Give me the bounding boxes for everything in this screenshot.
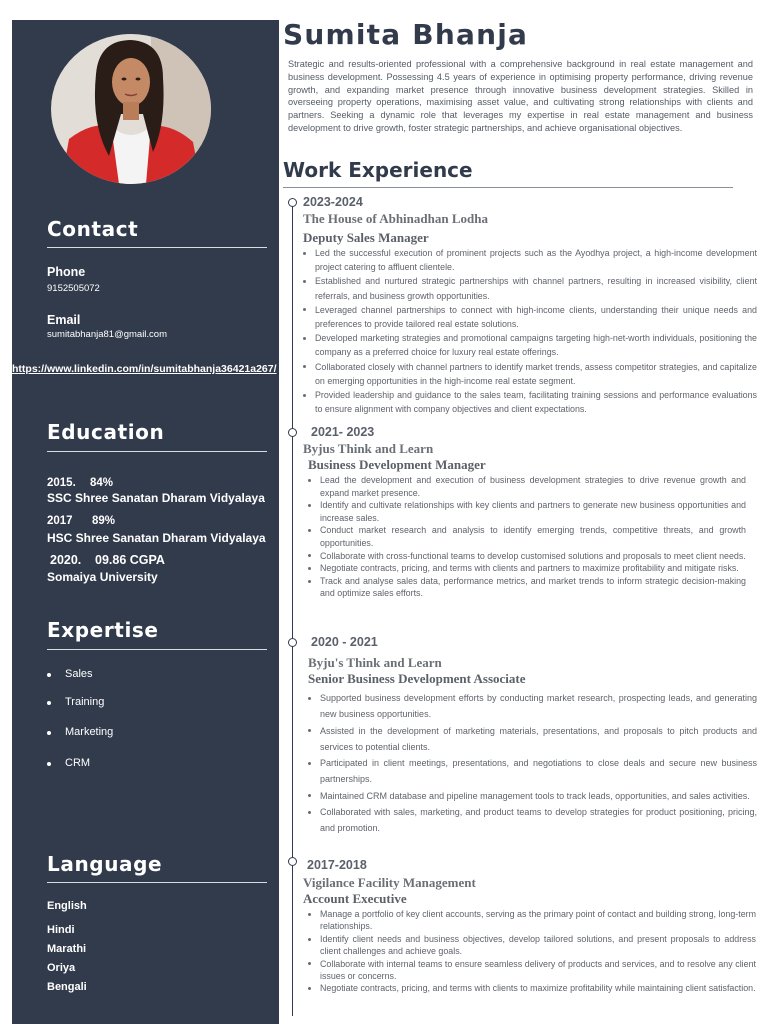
contact-heading: Contact <box>47 217 139 241</box>
job-company: Vigilance Facility Management <box>303 875 476 890</box>
education-year: 2020. <box>50 553 82 567</box>
timeline-dot-icon <box>288 198 297 207</box>
bullet-icon <box>47 731 51 735</box>
phone-value: 9152505072 <box>47 283 100 294</box>
job-bullet: Supported business development efforts by conducting market research, prospecting leads, and generating new business opportunities. <box>306 690 757 723</box>
language-item: Marathi <box>47 943 87 955</box>
education-heading: Education <box>47 420 165 444</box>
contact-divider <box>47 247 267 248</box>
job-bullets <box>306 474 746 600</box>
job-bullet: Identify client needs and business objectives, develop tailored solutions, and present proposals to address client challenges and achieve goals. <box>306 933 756 958</box>
job-role: Senior Business Development Associate <box>308 671 526 686</box>
job-bullet: Led the successful execution of prominent projects such as the Ayodhya project, a high-income development project catering to affluent clientele. <box>301 246 757 274</box>
email-value: sumitabhanja81@gmail.com <box>47 329 168 340</box>
job-bullet: Maintained CRM database and pipeline management tools to track leads, opportunities, and sales activities. <box>306 788 757 804</box>
job-bullet: Lead the development and execution of business development strategies to drive revenue growth and expand market presence. <box>306 474 746 499</box>
job-bullet: Collaborate with cross-functional teams to develop customised solutions and proposals to meet client needs. <box>306 550 746 563</box>
job-bullet: Negotiate contracts, pricing, and terms with clients and partners to maximize profitability and mitigate risks. <box>306 562 746 575</box>
job-bullet: Collaborate with internal teams to ensure seamless delivery of products and services, and to resolve any client issues or concerns. <box>306 958 756 983</box>
job-bullet: Track and analyse sales data, performance metrics, and market trends to inform strategic decision-making and optimize sales efforts. <box>306 575 746 600</box>
job-years: 2023-2024 <box>303 195 363 209</box>
job-bullet: Identify and cultivate relationships with key clients and partners to generate new business opportunities and increase sales. <box>306 499 746 524</box>
job-years: 2021- 2023 <box>311 425 375 439</box>
job-bullet: Manage a portfolio of key client accounts, serving as the primary point of contact and building strong, long-term relationships. <box>306 908 756 933</box>
education-year: 2017 <box>47 515 73 527</box>
language-item: Bengali <box>47 981 87 993</box>
education-score: 84% <box>90 477 114 489</box>
expertise-item: Training <box>65 696 105 708</box>
work-experience-heading: Work Experience <box>283 158 473 182</box>
education-year: 2015. <box>47 477 76 489</box>
education-score: 89% <box>92 515 116 527</box>
job-bullet: Collaborated with sales, marketing, and product teams to develop strategies for product positioning, pricing, and promotion. <box>306 804 757 837</box>
linkedin-link[interactable]: https://www.linkedin.com/in/sumitabhanja36421a267/ <box>12 363 277 375</box>
job-company: Byju's Think and Learn <box>308 655 442 670</box>
job-years: 2020 - 2021 <box>311 635 378 649</box>
job-bullet: Collaborated closely with channel partners to identify market trends, assess competitor strategies, and capitalize on emerging opportunities in the high-income real estate segment. <box>301 360 757 388</box>
timeline-line <box>292 204 293 1016</box>
expertise-heading: Expertise <box>47 618 159 642</box>
job-bullets <box>306 690 757 837</box>
expertise-item: Marketing <box>65 726 114 738</box>
education-title: Somaiya University <box>47 570 158 584</box>
bullet-icon <box>47 701 51 705</box>
education-divider <box>47 451 267 452</box>
language-item: Oriya <box>47 962 76 974</box>
work-experience-divider <box>283 187 733 188</box>
expertise-item: CRM <box>65 757 91 769</box>
job-years: 2017-2018 <box>307 858 367 872</box>
timeline-dot-icon <box>288 428 297 437</box>
profile-summary: Strategic and results-oriented professional with a comprehensive background in real estate management and business development. Possessing 4.5 years of experience in optimising property performance, driving revenue growth, and expanding market presence through innovative business development strategies. Skilled in overseeing property operations, maximising asset value, and cultivating strong relationships with clients and partners. Seeking a dynamic role that leverages my expertise in real estate management and business development to drive growth, foster strategic partnerships, and achieve organisational objectives. <box>288 59 753 133</box>
job-bullet: Leveraged channel partnerships to connect with high-income clients, understanding their unique needs and preferences to provide tailored real estate solutions. <box>301 303 757 331</box>
job-bullet: Established and nurtured strategic partnerships with channel partners, resulting in increased visibility, client referrals, and business growth opportunities. <box>301 274 757 302</box>
job-bullet: Developed marketing strategies and promotional campaigns targeting high-net-worth individuals, positioning the company as a preferred choice for luxury real estate offerings. <box>301 331 757 359</box>
job-role: Deputy Sales Manager <box>303 230 429 245</box>
timeline-dot-icon <box>288 638 297 647</box>
job-company: The House of Abhinadhan Lodha <box>303 211 488 226</box>
job-bullet: Assisted in the development of marketing materials, presentations, and proposals to pitch products and services to potential clients. <box>306 723 757 756</box>
education-title: HSC Shree Sanatan Dharam Vidyalaya <box>47 531 266 545</box>
candidate-name: Sumita Bhanja <box>283 18 529 51</box>
job-bullet: Conduct market research and analysis to identify emerging trends, competitive threats, and growth opportunities. <box>306 524 746 549</box>
profile-photo <box>51 34 211 184</box>
job-bullet: Negotiate contracts, pricing, and terms with clients to maximize profitability while maintaining client satisfaction. <box>306 982 756 994</box>
expertise-divider <box>47 649 267 650</box>
bullet-icon <box>47 673 51 677</box>
phone-label: Phone <box>47 265 86 279</box>
job-bullet: Provided leadership and guidance to the sales team, facilitating training sessions and performance evaluations to ensure alignment with company objectives and client expectations. <box>301 388 757 416</box>
bullet-icon <box>47 762 51 766</box>
job-role: Account Executive <box>303 891 407 906</box>
education-score: 09.86 CGPA <box>95 553 165 567</box>
language-item: English <box>47 900 87 912</box>
job-bullet: Participated in client meetings, presentations, and negotiations to close deals and secure new business partnerships. <box>306 755 757 788</box>
email-label: Email <box>47 313 81 327</box>
job-bullets <box>306 908 756 995</box>
expertise-item: Sales <box>65 668 93 680</box>
job-company: Byjus Think and Learn <box>303 441 434 456</box>
language-divider <box>47 882 267 883</box>
language-heading: Language <box>47 852 163 876</box>
timeline-dot-icon <box>288 857 297 866</box>
education-title: SSC Shree Sanatan Dharam Vidyalaya <box>47 491 265 505</box>
job-role: Business Development Manager <box>308 457 486 472</box>
sidebar <box>12 20 279 1024</box>
job-bullets <box>301 246 757 416</box>
language-item: Hindi <box>47 924 75 936</box>
